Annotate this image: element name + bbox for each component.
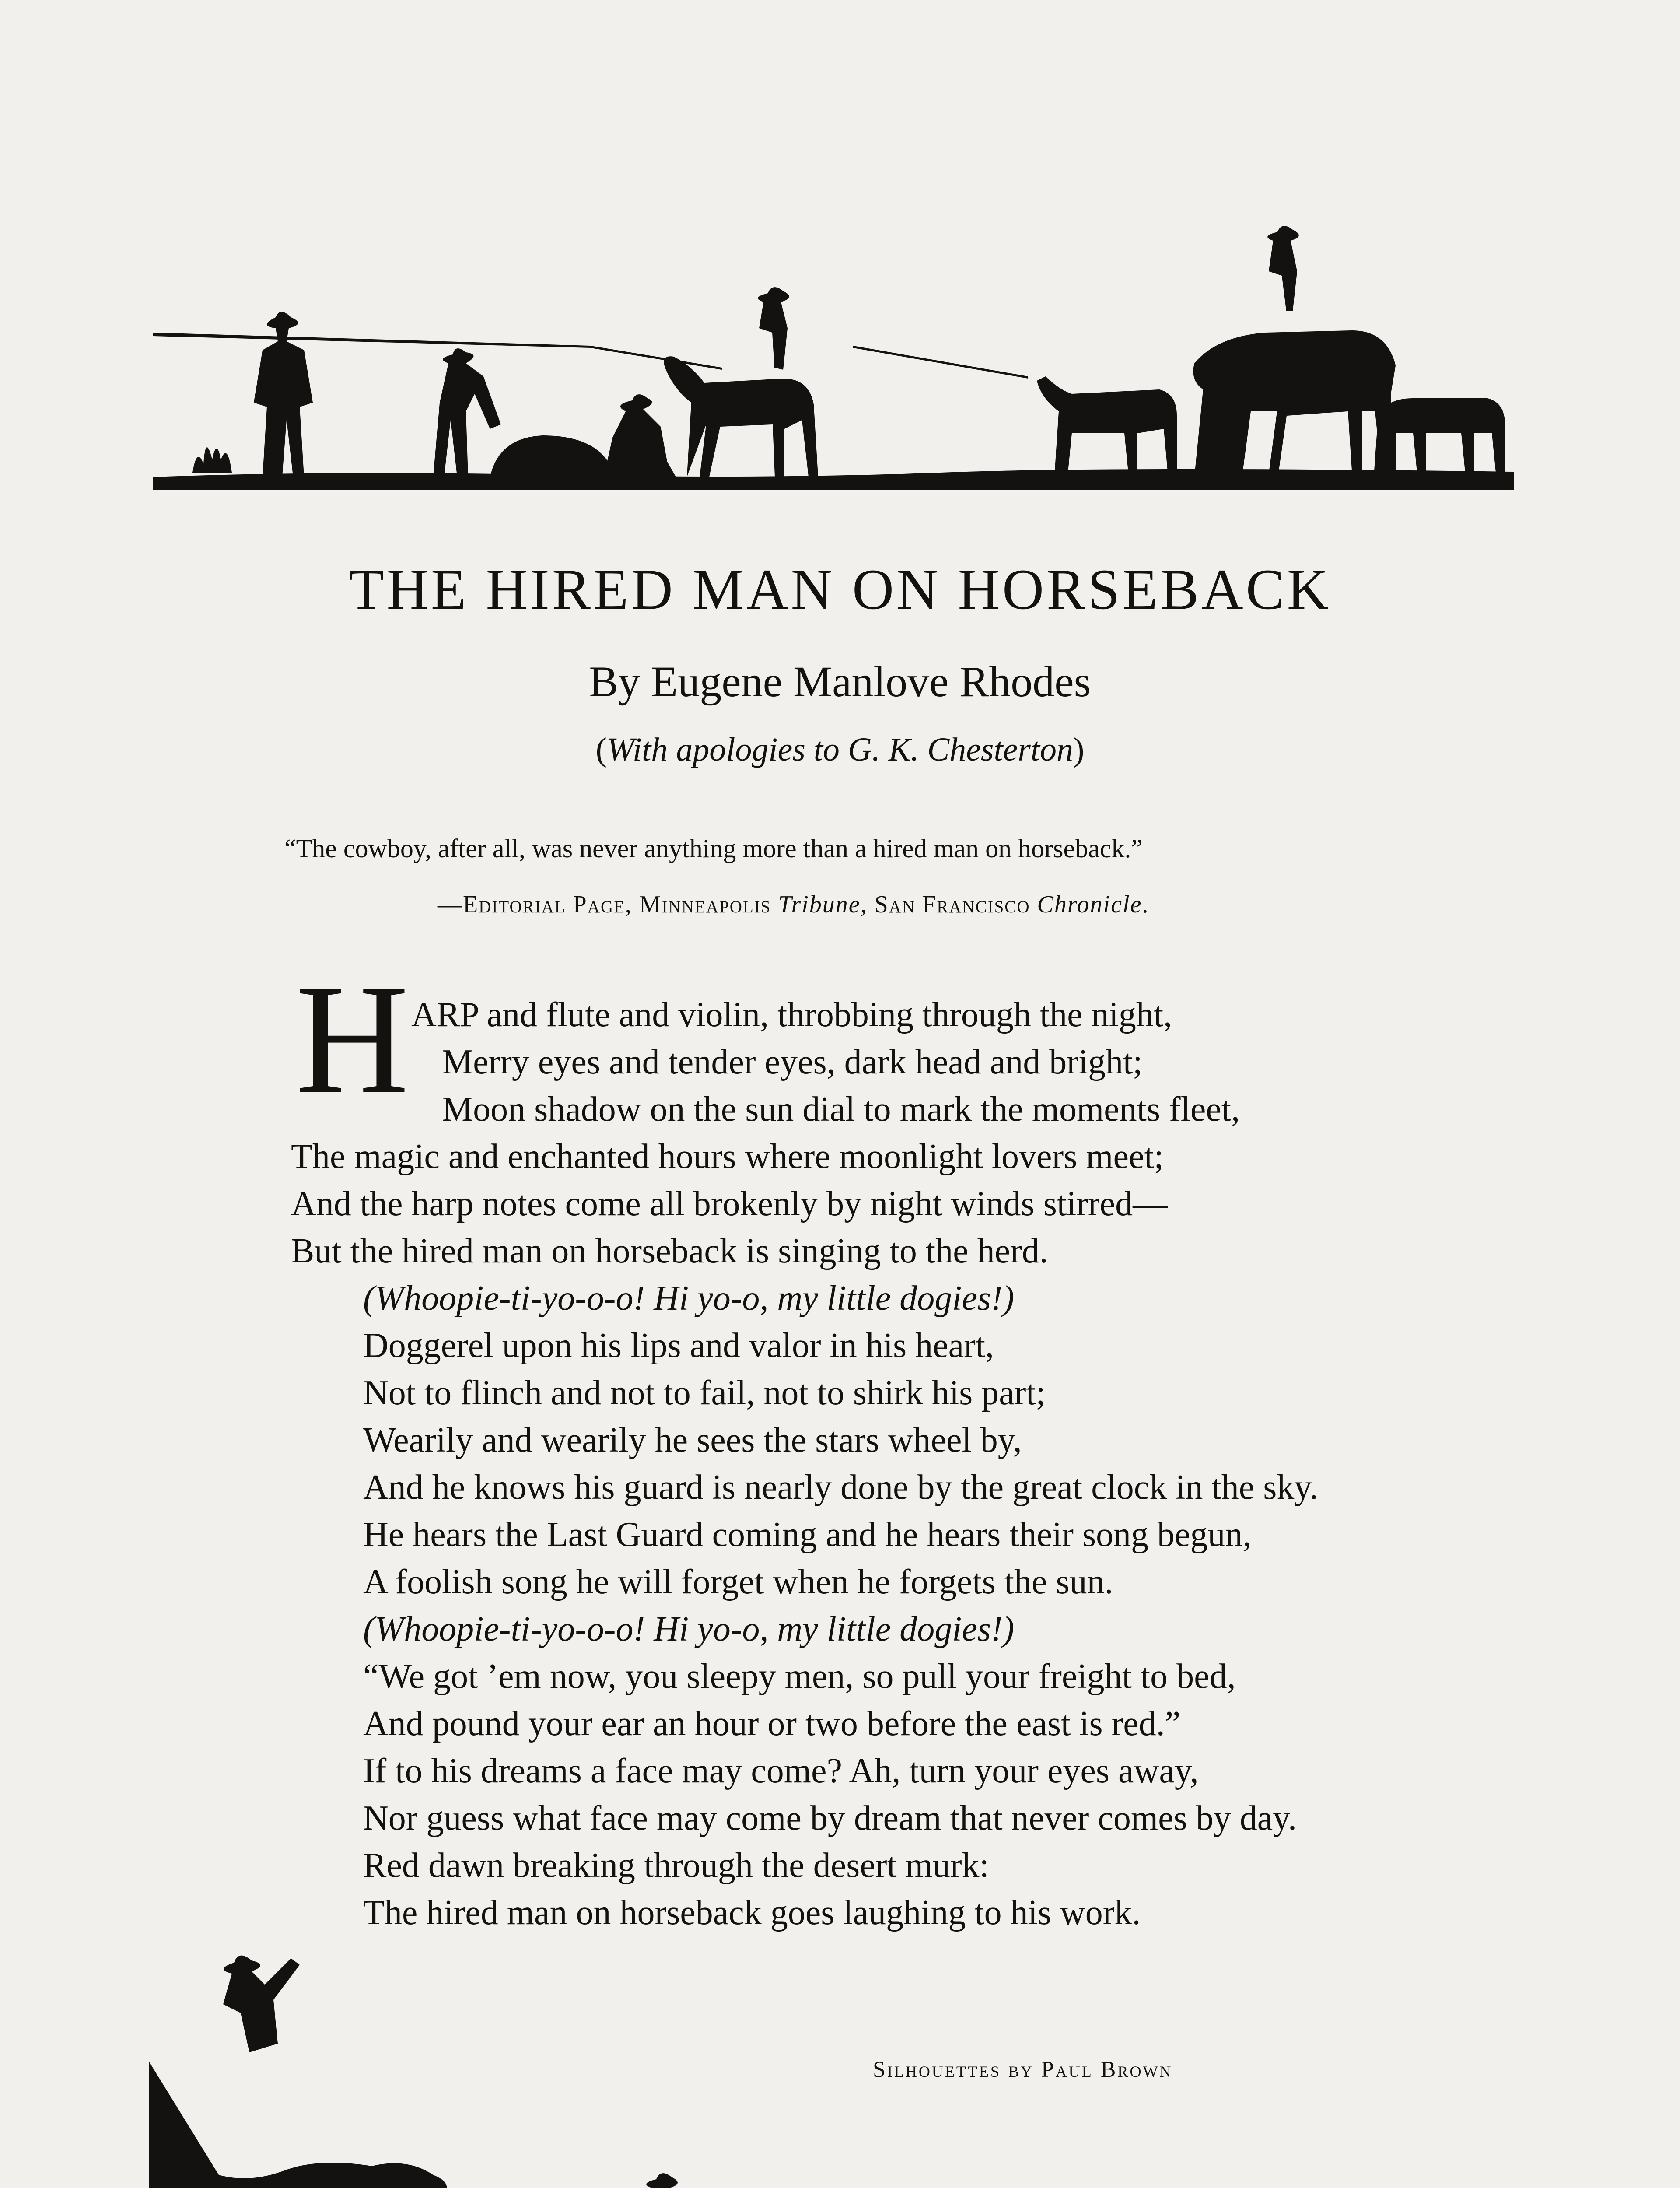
drop-cap: H <box>295 952 409 1126</box>
poem-line: Red dawn breaking through the desert murk: <box>363 1846 989 1885</box>
dedication-note <box>0 731 1680 769</box>
poem-line: Merry eyes and tender eyes, dark head and bright; <box>442 1043 1143 1081</box>
poem-line: ARP and flute and violin, throbbing through the night, <box>411 996 1172 1034</box>
dedication-with: With <box>606 731 668 768</box>
epigraph-quote: “The cowboy, after all, was never anything more than a hired man on horseback.” <box>284 834 1143 863</box>
poem-refrain: (Whoopie-ti-yo-o-o! Hi yo-o, my little dogies!) <box>363 1610 1015 1648</box>
top-silhouette-illustration <box>153 214 1514 494</box>
poem-line: The magic and enchanted hours where moonlight lovers meet; <box>291 1137 1164 1176</box>
byline: By Eugene Manlove Rhodes <box>589 657 1091 706</box>
poem-line: And the harp notes come all brokenly by night winds stirred— <box>291 1185 1168 1223</box>
poem-line: A foolish song he will forget when he forgets the sun. <box>363 1563 1113 1601</box>
bottom-silhouette-illustration <box>149 1952 1514 2188</box>
dedication-close: ) <box>1073 731 1085 768</box>
poem-line: Nor guess what face may come by dream that never comes by day. <box>363 1799 1297 1837</box>
poem-line: If to his dreams a face may come? Ah, turn your eyes away, <box>363 1752 1199 1790</box>
poem-line: And pound your ear an hour or two before the east is red.” <box>363 1704 1181 1743</box>
poem-line: And he knows his guard is nearly done by the great clock in the sky. <box>363 1468 1319 1507</box>
attribution-end: . <box>1142 891 1149 918</box>
poem-line: Doggerel upon his lips and valor in his heart, <box>363 1326 994 1365</box>
dedication-open: ( <box>595 731 607 768</box>
poem-line: But the hired man on horseback is singing to the herd. <box>291 1232 1048 1270</box>
poem-line: Wearily and wearily he sees the stars wheel by, <box>363 1421 1022 1459</box>
poem-line: He hears the Last Guard coming and he hears their song begun, <box>363 1515 1252 1554</box>
attribution-mid: , San Francisco <box>860 891 1037 918</box>
attribution-paper-2: Chronicle <box>1037 891 1142 918</box>
article-title: THE HIRED MAN ON HORSEBACK <box>348 557 1332 621</box>
poem-refrain: (Whoopie-ti-yo-o-o! Hi yo-o, my little dogies!) <box>363 1279 1015 1318</box>
poem-line: Moon shadow on the sun dial to mark the moments fleet, <box>442 1090 1240 1129</box>
epigraph-attribution <box>438 891 1149 919</box>
poem-line: Not to flinch and not to fail, not to shirk his part; <box>363 1374 1046 1412</box>
attribution-paper-1: Tribune <box>778 891 861 918</box>
poem-line: The hired man on horseback goes laughing to his work. <box>363 1893 1141 1932</box>
poem-line: “We got ’em now, you sleepy men, so pull your freight to bed, <box>363 1657 1236 1696</box>
attribution-lead: —Editorial Page, Minneapolis <box>438 891 778 918</box>
dedication-rest: apologies to G. K. Chesterton <box>668 731 1074 768</box>
illustration-credit: Silhouettes by Paul Brown <box>873 2057 1173 2082</box>
